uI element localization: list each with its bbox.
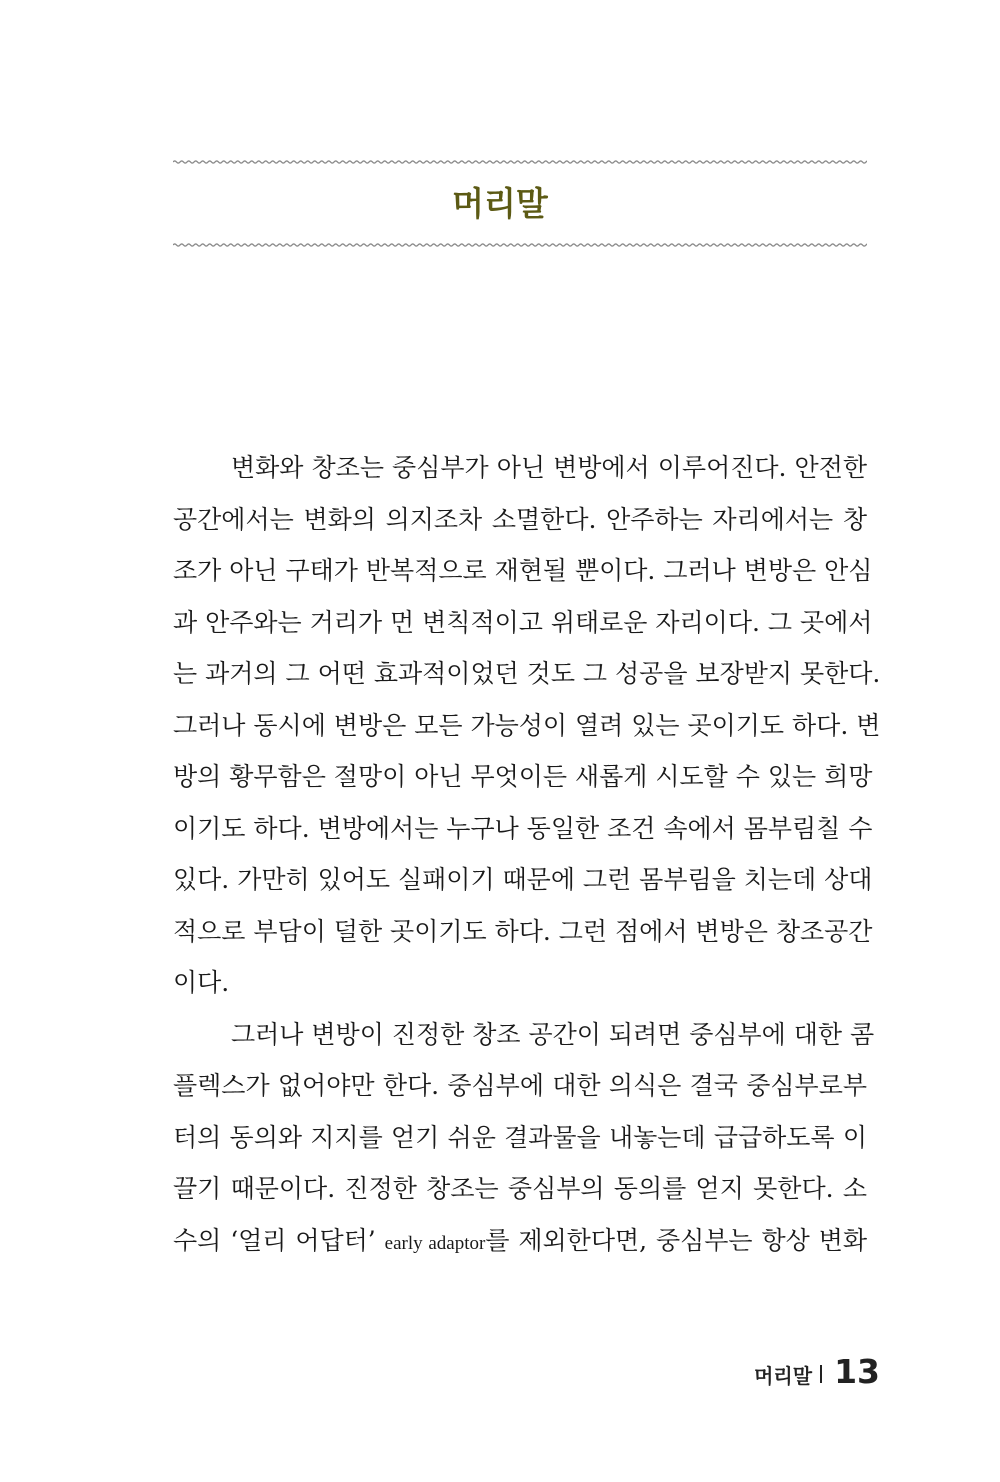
paragraph-line-last [173, 1215, 867, 1267]
paragraph-line: 이다. [173, 968, 230, 997]
paragraph-line: 끌기 때문이다. 진정한 창조는 중심부의 동의를 얻지 못한다. 소 [173, 1174, 867, 1203]
paragraph-line: 그러나 동시에 변방은 모든 가능성이 열려 있는 곳이기도 하다. 변 [173, 710, 881, 740]
paragraph-line: 터의 동의와 지지를 얻기 쉬운 결과물을 내놓는데 급급하도록 이 [173, 1122, 867, 1152]
title-bottom-wave-rule [173, 240, 867, 250]
page-title: 머리말 [452, 184, 548, 223]
paragraph-line: 그러나 변방이 진정한 창조 공간이 되려면 중심부에 대한 콤 [231, 1019, 875, 1049]
paragraph-line: 적으로 부담이 덜한 곳이기도 하다. 그런 점에서 변방은 창조공간 [173, 916, 873, 946]
title-top-wave-rule [173, 157, 867, 167]
preface-body [173, 442, 881, 1266]
paragraph-line: 있다. 가만히 있어도 실패이기 때문에 그런 몸부림을 치는데 상대 [173, 865, 873, 894]
last-line-text-end: 를 제외한다면, 중심부는 항상 변화 [485, 1225, 867, 1255]
running-footer-section: 머리말 [754, 1364, 813, 1388]
last-line-text-start: 수의 ‘얼리 어답터’ [173, 1225, 376, 1255]
paragraph-line: 공간에서는 변화의 의지조차 소멸한다. 안주하는 자리에서는 창 [173, 504, 867, 534]
page-footer [754, 1352, 880, 1391]
paragraph-line: 플렉스가 없어야만 한다. 중심부에 대한 의식은 결국 중심부로부 [173, 1071, 867, 1100]
footer-separator [820, 1365, 822, 1383]
paragraph-line: 변화와 창조는 중심부가 아닌 변방에서 이루어진다. 안전한 [231, 453, 867, 482]
paragraph-line: 과 안주와는 거리가 먼 변칙적이고 위태로운 자리이다. 그 곳에서 [173, 607, 873, 637]
paragraph-line: 방의 황무함은 절망이 아닌 무엇이든 새롭게 시도할 수 있는 희망 [173, 762, 873, 791]
paragraph-line: 는 과거의 그 어떤 효과적이었던 것도 그 성공을 보장받지 못한다. [173, 659, 881, 688]
page-number: 13 [834, 1352, 880, 1391]
paragraph-line: 조가 아닌 구태가 반복적으로 재현될 뿐이다. 그러나 변방은 안심 [173, 556, 873, 585]
english-term: early adaptor [384, 1232, 486, 1254]
paragraph-line: 이기도 하다. 변방에서는 누구나 동일한 조건 속에서 몸부림칠 수 [173, 813, 873, 843]
